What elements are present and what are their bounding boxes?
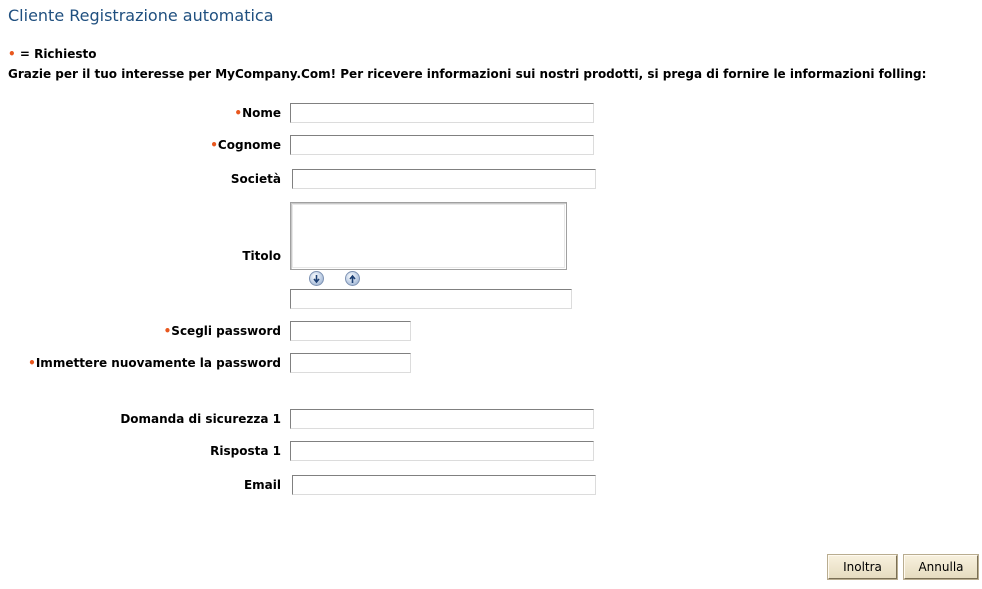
- titolo-input[interactable]: [290, 289, 572, 309]
- nome-label: •Nome: [234, 106, 281, 120]
- arrow-up-icon[interactable]: [345, 271, 360, 286]
- required-bullet: •: [163, 324, 172, 338]
- password-label: •Scegli password: [163, 324, 281, 338]
- password-input[interactable]: [290, 321, 411, 341]
- required-legend-text: = Richiesto: [15, 47, 97, 61]
- required-bullet: •: [210, 138, 218, 152]
- cognome-input[interactable]: [290, 135, 594, 155]
- cancel-button[interactable]: Annulla: [904, 555, 978, 579]
- answer-label: Risposta 1: [210, 444, 281, 458]
- cognome-label: •Cognome: [210, 138, 281, 152]
- email-label: Email: [243, 478, 281, 492]
- societa-input[interactable]: [292, 169, 596, 189]
- password-confirm-input[interactable]: [290, 353, 411, 373]
- nome-input[interactable]: [290, 103, 594, 123]
- required-bullet: •: [8, 47, 16, 61]
- required-legend: [8, 47, 96, 61]
- titolo-listbox[interactable]: [290, 202, 567, 270]
- required-bullet: •: [28, 356, 36, 370]
- security-question-input[interactable]: [290, 409, 594, 429]
- submit-button[interactable]: Inoltra: [828, 555, 897, 579]
- titolo-label: Titolo: [242, 249, 281, 263]
- intro-text: Grazie per il tuo interesse per MyCompany.Com! Per ricevere informazioni sui nostri prodotti, si prega di fornire le informazioni folling:: [8, 67, 927, 81]
- required-bullet: •: [234, 106, 243, 120]
- arrow-down-icon[interactable]: [309, 271, 324, 286]
- answer-input[interactable]: [290, 441, 594, 461]
- password-confirm-label: •Immettere nuovamente la password: [28, 356, 281, 370]
- security-question-label: Domanda di sicurezza 1: [120, 412, 281, 426]
- email-input[interactable]: [292, 475, 596, 495]
- societa-label: Società: [230, 172, 281, 186]
- page-title: Cliente Registrazione automatica: [8, 6, 274, 25]
